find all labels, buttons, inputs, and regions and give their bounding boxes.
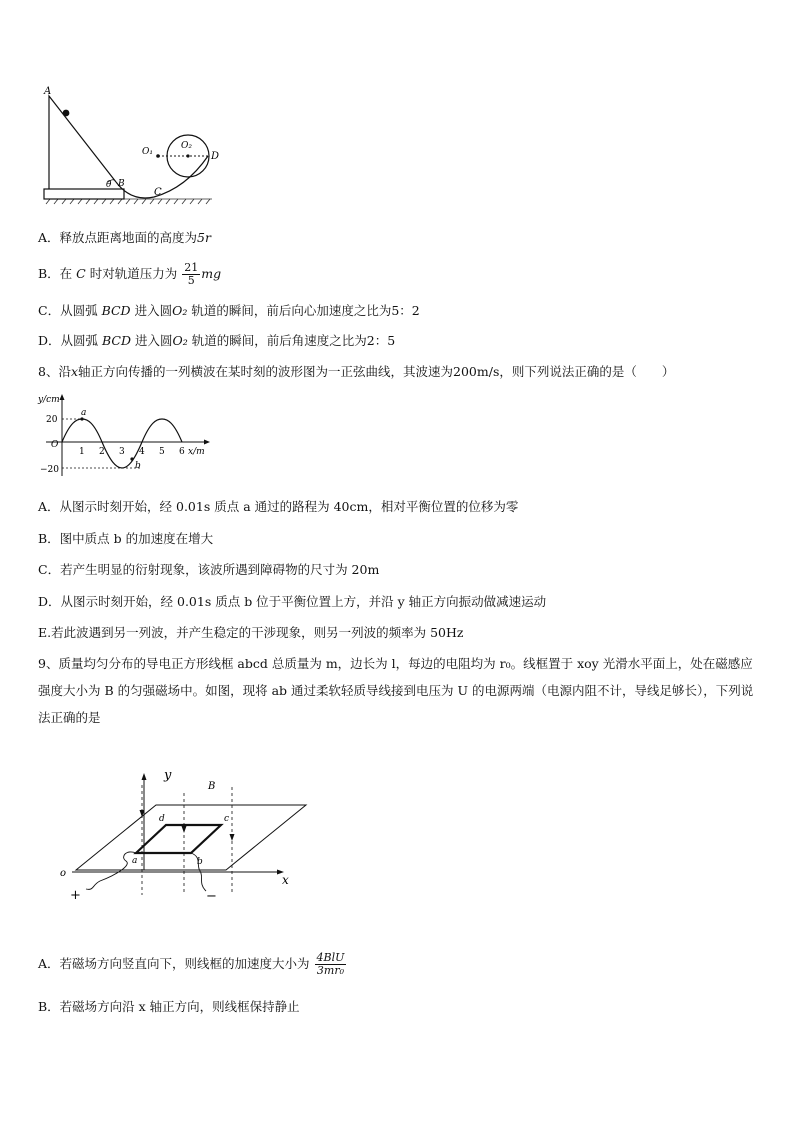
q8-x-label: x/m (188, 447, 205, 457)
q7-incline (49, 96, 116, 189)
q9-label-plus: + (70, 888, 81, 903)
q8-x-arrow (204, 440, 210, 445)
q8-sine-wave (62, 419, 182, 468)
q9-label-b: b (197, 857, 203, 867)
q9-label-B: B (208, 781, 216, 792)
q7-option-d: D．从圆弧 BCD 进入圆O₂ 轨道的瞬间，前后角速度之比为2：5 (38, 333, 396, 348)
q7-option-c: C．从圆弧 BCD 进入圆O₂ 轨道的瞬间，前后向心加速度之比为5：2 (38, 303, 420, 318)
q8-x-tick-3: 3 (119, 447, 125, 457)
q9-y-arrow (142, 773, 147, 780)
q9-field-lines (142, 785, 232, 895)
q9-field-arrow-3 (230, 834, 235, 841)
q7-base (44, 189, 124, 199)
q9-label-o: o (60, 868, 67, 879)
q8-y-tick-20: 20 (46, 415, 58, 425)
q8-point-b-label: b (135, 461, 141, 471)
q9-label-c: c (224, 814, 230, 824)
q9-option-a: A．若磁场方向竖直向下，则线框的加速度大小为 $\frac{\text{4BlU}}{\text{3mr₀}}$ (38, 951, 345, 977)
q8-y-arrow (60, 394, 65, 400)
q8-x-tick-1: 1 (79, 447, 85, 457)
q7-option-b-fraction: $\frac{21}{5}$ (184, 261, 199, 287)
q8-option-c: C．若产生明显的衍射现象，该波所遇到障碍物的尺寸为 20m (38, 562, 380, 577)
q7-track-figure (36, 84, 236, 208)
q9-square-frame (136, 825, 221, 853)
q7-label-b: B (118, 179, 125, 189)
q8-option-d: D．从图示时刻开始，经 0.01s 质点 b 位于平衡位置上方，并沿 y 轴正方向振动做减速运动 (38, 594, 547, 609)
q7-ball (63, 110, 70, 117)
q8-y-tick-neg20: −20 (40, 465, 59, 475)
q7-label-d: D (211, 151, 220, 162)
q8-option-a: A．从图示时刻开始，经 0.01s 质点 a 通过的路程为 40cm，相对平衡位置的位移为零 (38, 499, 519, 514)
q9-stem: 9、质量均匀分布的导电正方形线框 abcd 总质量为 m，边长为 l，每边的电阻均为 r₀。线框置于 xoy 光滑水平面上，处在磁感应强度大小为 B 的匀强磁场中。如图，现将 ab 通过柔软轻质导线接到电压为 U 的电源两端（电源内阻不计，导线足够长），下列说法正确的是 (38, 656, 754, 725)
q8-option-e: E.若此波遇到另一列波，并产生稳定的干涉现象，则另一列波的频率为 50Hz (38, 625, 464, 640)
q8-stem: 8、沿x轴正方向传播的一列横波在某时刻的波形图为一正弦曲线，其波速为200m/s，则下列说法正确的是（ ） (38, 364, 675, 379)
q8-x-tick-4: 4 (139, 447, 145, 457)
q9-option-a-fraction: $\frac{\text{4BlU}}{\text{3mr₀}}$ (316, 951, 345, 977)
q9-label-minus: − (206, 889, 217, 904)
q7-point-o2 (186, 154, 189, 157)
q7-label-theta: θ (106, 180, 112, 190)
q7-label-c: C (154, 187, 162, 198)
q8-point-a-label: a (81, 408, 87, 418)
q8-x-tick-6: 6 (179, 447, 185, 457)
q9-frame-figure (56, 765, 316, 905)
q9-plane (76, 805, 306, 870)
q7-arc-bcd (116, 156, 208, 198)
q8-point-b (130, 457, 133, 460)
q7-ground-hatch (46, 199, 212, 204)
q8-wave-figure (36, 390, 216, 482)
q7-option-b: B．在 C 时对轨道压力为 $\frac{21}{5}$ mg (38, 261, 222, 287)
q9-label-d: d (159, 814, 165, 824)
q7-option-a: A．释放点距离地面的高度为5r (38, 230, 211, 245)
q9-label-x: x (282, 873, 289, 887)
q8-option-b: B．图中质点 b 的加速度在增大 (38, 531, 214, 546)
q9-wire-plus (86, 852, 136, 889)
q7-label-a: A (44, 86, 52, 97)
q7-label-o1: O₁ (142, 147, 153, 157)
q9-label-y: y (164, 768, 172, 783)
q8-x-tick-5: 5 (159, 447, 165, 457)
q8-origin: O (51, 440, 59, 450)
q7-point-o1 (156, 154, 160, 158)
q7-label-o2: O₂ (181, 141, 192, 151)
q9-option-b: B．若磁场方向沿 x 轴正方向，则线框保持静止 (38, 999, 300, 1014)
q8-y-label: y/cm (38, 395, 60, 405)
q9-field-arrow-2 (182, 826, 187, 833)
q8-x-tick-2: 2 (99, 447, 105, 457)
q9-label-a: a (132, 856, 138, 866)
